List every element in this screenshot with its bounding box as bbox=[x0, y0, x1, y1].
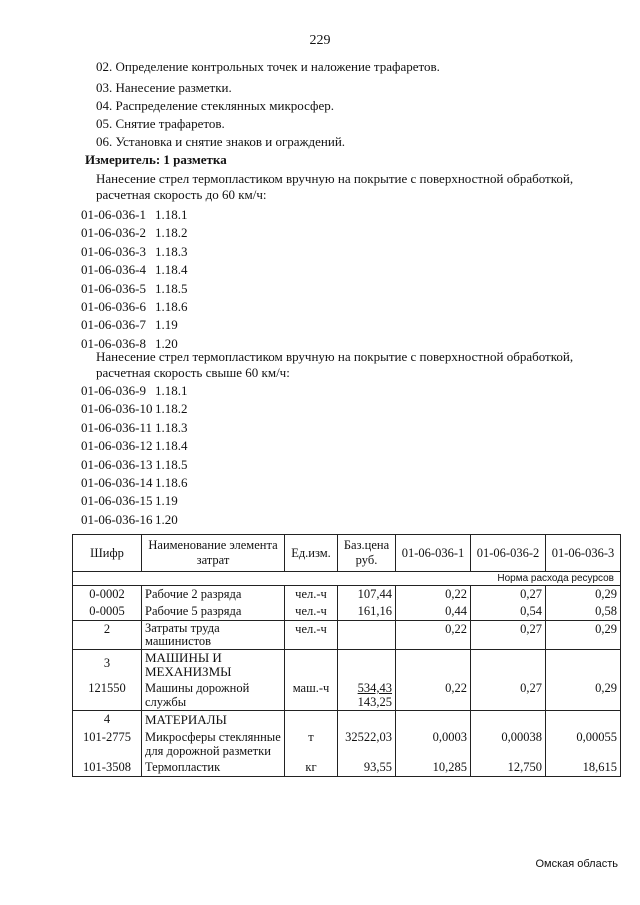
item-code: 01-06-036-7 bbox=[81, 317, 146, 333]
item-ref: 1.18.3 bbox=[155, 243, 188, 259]
table-row bbox=[73, 680, 621, 711]
item-code: 01-06-036-2 bbox=[81, 225, 146, 241]
cell-unit: чел.-ч bbox=[285, 621, 338, 650]
cell-v1: 0,44 bbox=[396, 603, 471, 621]
item-code: 01-06-036-11 bbox=[81, 419, 153, 435]
item-code: 01-06-036-16 bbox=[81, 511, 153, 527]
step-item: 05. Снятие трафаретов. bbox=[96, 116, 225, 131]
cell-v2: 0,27 bbox=[471, 621, 546, 650]
item-ref: 1.19 bbox=[155, 493, 178, 509]
item-ref: 1.20 bbox=[155, 511, 178, 527]
section-row bbox=[73, 711, 621, 730]
cell-v1: 0,0003 bbox=[396, 729, 471, 759]
item-code: 01-06-036-3 bbox=[81, 243, 146, 259]
measure-unit: Измеритель: 1 разметка bbox=[85, 152, 227, 167]
col-header-unit: Ед.изм. bbox=[285, 535, 338, 572]
code-list-item bbox=[81, 207, 188, 223]
code-list-item bbox=[81, 383, 188, 399]
cell-code: 121550 bbox=[73, 680, 142, 711]
item-ref: 1.18.1 bbox=[155, 207, 188, 222]
step-item: 02. Определение контрольных точек и наложение трафаретов. bbox=[96, 59, 440, 74]
page-number: 229 bbox=[309, 33, 331, 48]
code-list-item bbox=[81, 244, 188, 260]
cell-name: Микросферы стеклянные для дорожной разметки bbox=[142, 729, 285, 759]
code-list-item bbox=[81, 281, 188, 297]
group2-description: Нанесение стрел термопластиком вручную на покрытие с поверхностной обработкой, расчетная скорость свыше 60 км/ч: bbox=[96, 349, 574, 380]
cell-v3: 0,58 bbox=[546, 603, 621, 621]
cell-v3: 0,29 bbox=[546, 586, 621, 604]
norm-label: Норма расхода ресурсов bbox=[73, 572, 621, 586]
col-header-code: Шифр bbox=[73, 535, 142, 572]
group1-description: Нанесение стрел термопластиком вручную на покрытие с поверхностной обработкой, расчетная скорость до 60 км/ч: bbox=[96, 171, 574, 202]
section-row bbox=[73, 650, 621, 681]
item-code: 01-06-036-4 bbox=[81, 262, 146, 278]
item-ref: 1.18.5 bbox=[155, 456, 188, 472]
code-list-item bbox=[81, 512, 178, 528]
item-ref: 1.18.2 bbox=[155, 401, 188, 417]
col-header-v1: 01-06-036-1 bbox=[396, 535, 471, 572]
item-ref: 1.18.5 bbox=[155, 280, 188, 296]
cell-name: Затраты труда машинистов bbox=[142, 621, 285, 650]
item-ref: 1.18.4 bbox=[155, 262, 188, 278]
cell-v1: 0,22 bbox=[396, 621, 471, 650]
item-ref: 1.18.3 bbox=[155, 419, 188, 435]
cell-code: 0-0005 bbox=[73, 603, 142, 621]
cell-code: 101-2775 bbox=[73, 729, 142, 759]
code-list-item bbox=[81, 225, 188, 241]
item-code: 01-06-036-15 bbox=[81, 493, 153, 509]
cell-code: 101-3508 bbox=[73, 759, 142, 777]
cell-price: 32522,03 bbox=[338, 729, 396, 759]
code-list-item bbox=[81, 262, 188, 278]
cell-v3: 0,29 bbox=[546, 621, 621, 650]
cell-v1: 10,285 bbox=[396, 759, 471, 777]
cell-v2: 0,54 bbox=[471, 603, 546, 621]
item-ref: 1.18.4 bbox=[155, 438, 188, 454]
code-list-item bbox=[81, 438, 188, 454]
section-number: 4 bbox=[73, 711, 142, 730]
cell-unit: т bbox=[285, 729, 338, 759]
section-title: МАТЕРИАЛЫ bbox=[142, 711, 285, 730]
cell-price: 161,16 bbox=[338, 603, 396, 621]
cell-v3: 18,615 bbox=[546, 759, 621, 777]
item-code: 01-06-036-13 bbox=[81, 456, 153, 472]
cell-v2: 12,750 bbox=[471, 759, 546, 777]
cell-v1: 0,22 bbox=[396, 680, 471, 711]
cell-v2: 0,27 bbox=[471, 680, 546, 711]
item-ref: 1.19 bbox=[155, 317, 178, 333]
cell-price bbox=[338, 621, 396, 650]
cell-code: 2 bbox=[73, 621, 142, 650]
cell-price: 534,43 143,25 bbox=[338, 680, 396, 711]
step-item: 04. Распределение стеклянных микросфер. bbox=[96, 98, 334, 113]
norm-row bbox=[73, 572, 621, 586]
cell-price: 107,44 bbox=[338, 586, 396, 604]
col-header-price: Баз.цена руб. bbox=[338, 535, 396, 572]
cell-unit: кг bbox=[285, 759, 338, 777]
code-list-item bbox=[81, 475, 188, 491]
cell-unit: маш.-ч bbox=[285, 680, 338, 711]
item-code: 01-06-036-8 bbox=[81, 335, 146, 351]
cell-code: 0-0002 bbox=[73, 586, 142, 604]
code-list-item bbox=[81, 299, 188, 315]
cell-name: Машины дорожной службы bbox=[142, 680, 285, 711]
table-row bbox=[73, 586, 621, 604]
code-list-item bbox=[81, 420, 188, 436]
item-ref: 1.18.1 bbox=[155, 383, 188, 398]
section-title: МАШИНЫ И МЕХАНИЗМЫ bbox=[142, 650, 285, 681]
table-header bbox=[73, 535, 621, 572]
code-list-item bbox=[81, 317, 178, 333]
table-row bbox=[73, 603, 621, 621]
code-list-item bbox=[81, 493, 178, 509]
cell-unit: чел.-ч bbox=[285, 586, 338, 604]
item-ref: 1.18.2 bbox=[155, 225, 188, 241]
section-number: 3 bbox=[73, 650, 142, 681]
cell-v1: 0,22 bbox=[396, 586, 471, 604]
table-row bbox=[73, 729, 621, 759]
item-code: 01-06-036-10 bbox=[81, 401, 153, 417]
item-code: 01-06-036-14 bbox=[81, 475, 153, 490]
item-ref: 1.20 bbox=[155, 335, 178, 351]
table-row bbox=[73, 759, 621, 777]
item-code: 01-06-036-9 bbox=[81, 383, 146, 398]
step-item: 06. Установка и снятие знаков и ограждений. bbox=[96, 134, 346, 149]
cell-unit: чел.-ч bbox=[285, 603, 338, 621]
item-code: 01-06-036-1 bbox=[81, 207, 146, 222]
col-header-v3: 01-06-036-3 bbox=[546, 535, 621, 572]
table-row bbox=[73, 621, 621, 650]
cell-v2: 0,27 bbox=[471, 586, 546, 604]
cell-name: Рабочие 2 разряда bbox=[142, 586, 285, 604]
cell-name: Рабочие 5 разряда bbox=[142, 603, 285, 621]
col-header-name: Наименование элемента затрат bbox=[142, 535, 285, 572]
item-ref: 1.18.6 bbox=[155, 475, 188, 490]
item-code: 01-06-036-5 bbox=[81, 280, 146, 296]
step-item: 03. Нанесение разметки. bbox=[96, 80, 232, 95]
code-list-item bbox=[81, 457, 188, 473]
cell-v3: 0,29 bbox=[546, 680, 621, 711]
cell-v2: 0,00038 bbox=[471, 729, 546, 759]
cell-price: 93,55 bbox=[338, 759, 396, 777]
item-ref: 1.18.6 bbox=[155, 299, 188, 314]
col-header-v2: 01-06-036-2 bbox=[471, 535, 546, 572]
region-footer: Омская область bbox=[535, 858, 618, 870]
cell-v3: 0,00055 bbox=[546, 729, 621, 759]
code-list-item bbox=[81, 401, 188, 417]
item-code: 01-06-036-6 bbox=[81, 299, 146, 314]
item-code: 01-06-036-12 bbox=[81, 438, 153, 454]
resource-table bbox=[72, 534, 621, 777]
cell-name: Термопластик bbox=[142, 759, 285, 777]
